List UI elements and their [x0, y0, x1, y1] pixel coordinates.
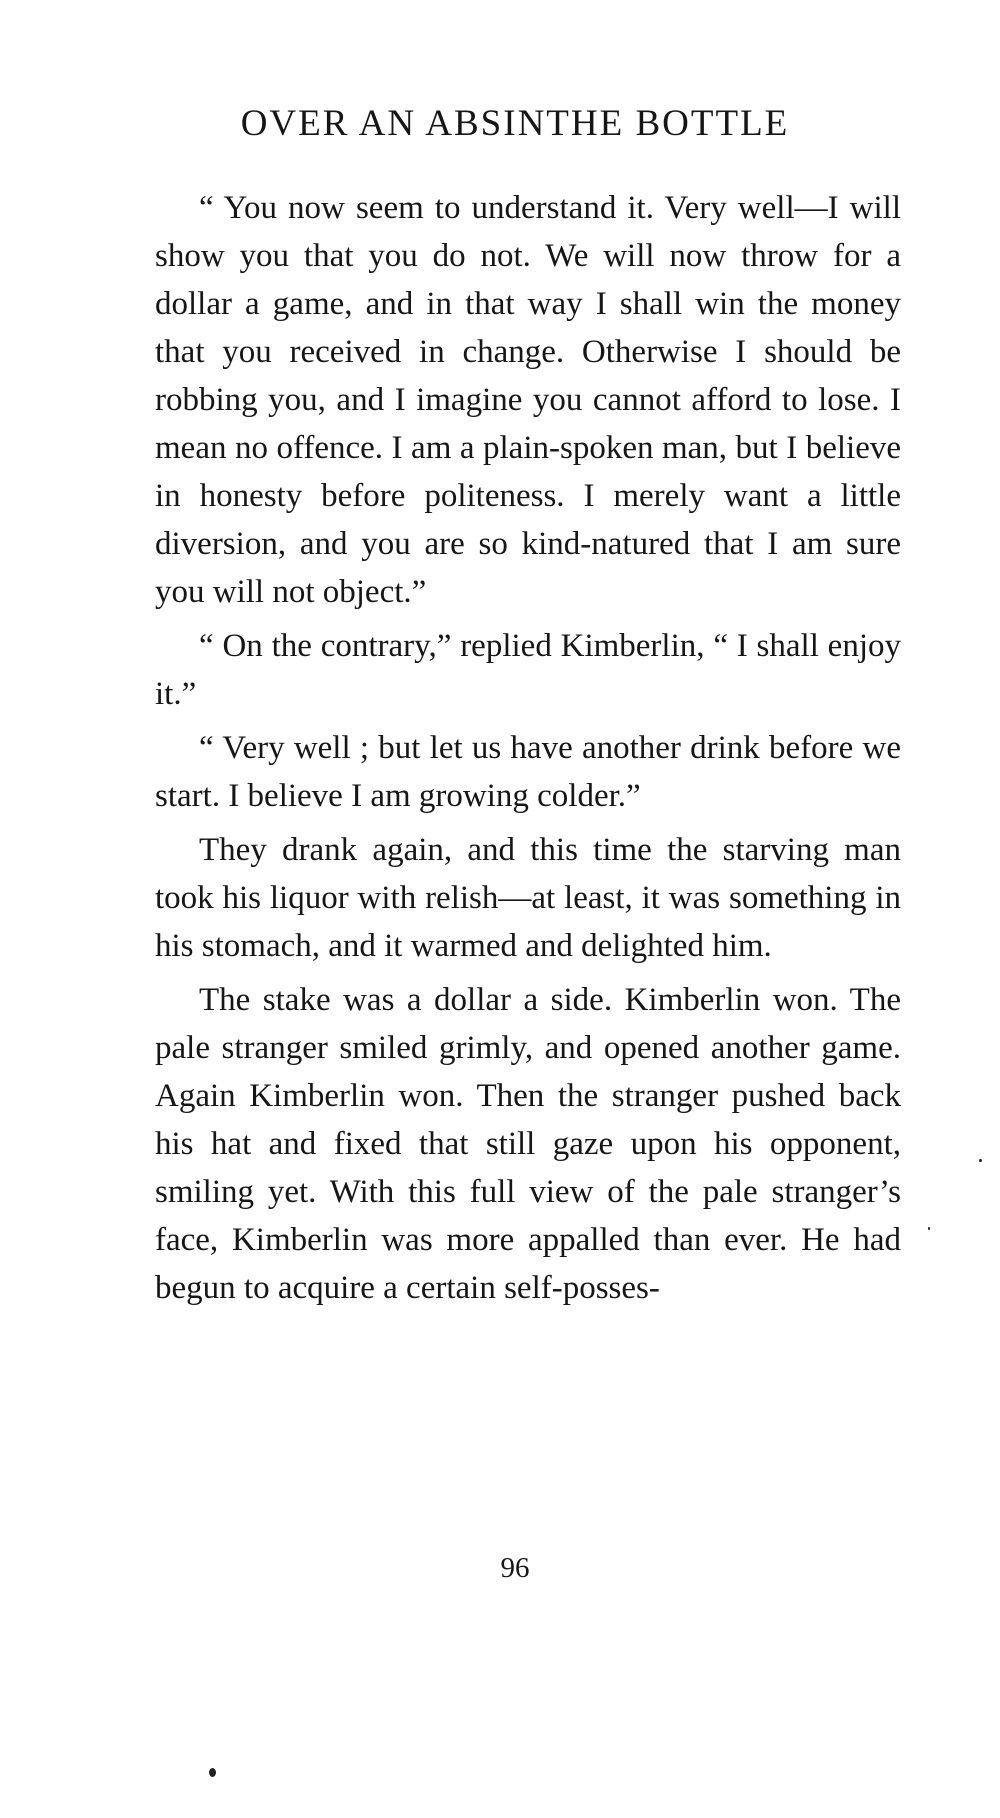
ink-speck [928, 1227, 930, 1230]
body-text [155, 184, 901, 1318]
paragraph: “ You now seem to understand it. Very well—I will show you that you do not. We will now throw for a dollar a game, and in that way I shall win the money that you received in change. Otherwise I should be robbing you, and I imagine you cannot afford to lose. I mean no offence. I am a plain-spoken man, but I believe in honesty before politeness. I merely want a little diversion, and you are so kind-natured that I am sure you will not object.” [155, 190, 901, 610]
paragraph: “ On the contrary,” replied Kimberlin, “ I shall enjoy it.” [155, 628, 901, 712]
ink-speck [209, 1768, 216, 1777]
ink-speck [979, 1159, 982, 1162]
paragraph: The stake was a dollar a side. Kimberlin won. The pale stranger smiled grimly, and opened another game. Again Kimberlin won. Then the stranger pushed back his hat and fixed that still gaze upon his opponent, smiling yet. With this full view of the pale stranger’s face, Kimberlin was more appalled than ever. He had begun to acquire a certain self-posses- [155, 982, 901, 1306]
paragraph: “ Very well ; but let us have another drink before we start. I believe I am growing colder.” [155, 730, 901, 814]
page-number: 96 [500, 1552, 530, 1584]
paragraph: They drank again, and this time the starving man took his liquor with relish—at least, it was something in his stomach, and it warmed and delighted him. [155, 832, 901, 964]
running-head: OVER AN ABSINTHE BOTTLE [240, 103, 790, 144]
